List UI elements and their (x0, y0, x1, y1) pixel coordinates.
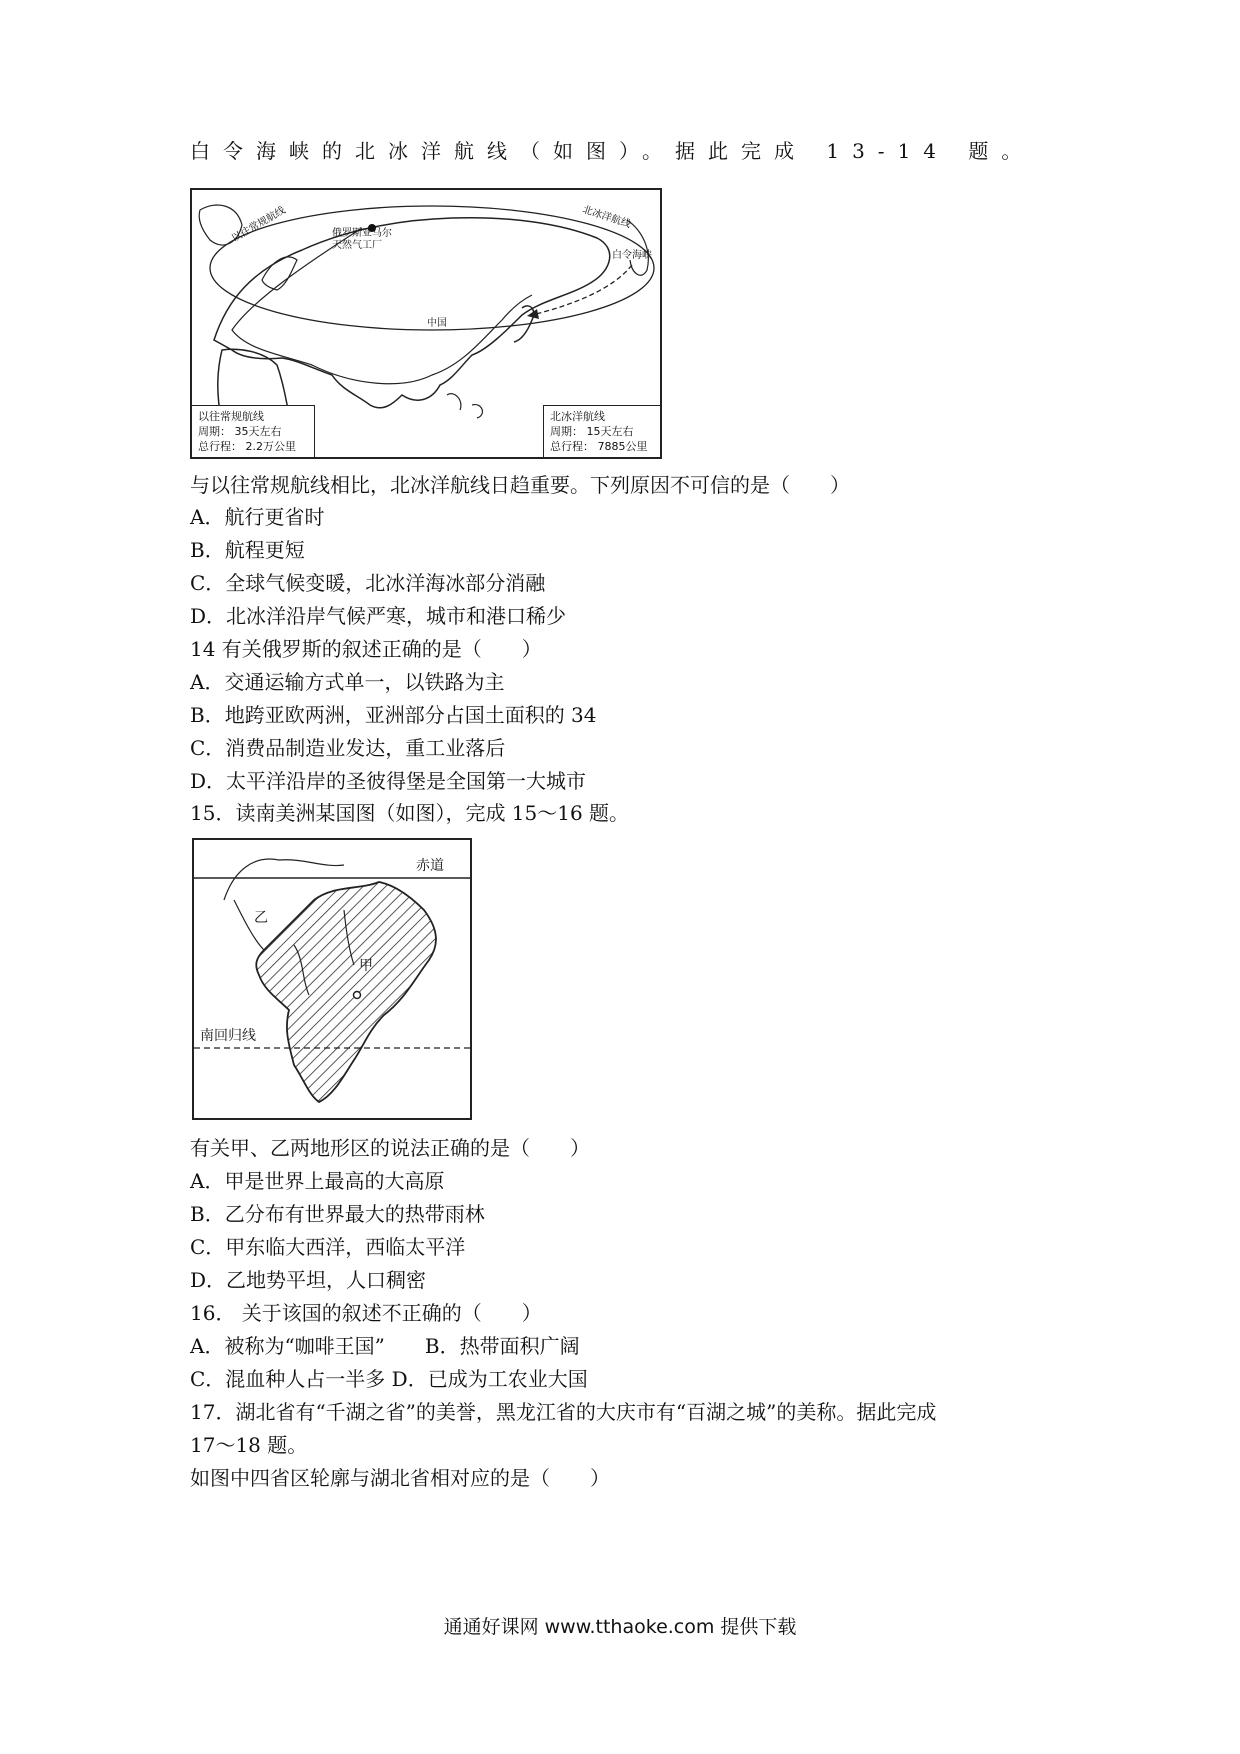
legend-arctic (543, 405, 661, 458)
legend-arctic-period: 周期： 15天左右 (550, 425, 634, 438)
arctic-route-label: 北冰洋航线 (581, 204, 633, 231)
q14-option-c: C．消费品制造业发达，重工业落后 (190, 736, 506, 760)
q17-intro-line1: 17．湖北省有“千湖之省”的美誉，黑龙江省的大庆市有“百湖之城”的美称。据此完成 (190, 1400, 937, 1424)
q15-option-c: C．甲东临大西洋，西临太平洋 (190, 1235, 466, 1259)
q17-intro-line2: 17～18 题。 (190, 1433, 308, 1457)
legend-conventional (191, 405, 315, 458)
strait-label: 白令海峡 (612, 250, 652, 261)
footer-source: 通通好课网 www.tthaoke.com 提供下载 (443, 1616, 797, 1638)
arctic-route-map (190, 188, 662, 459)
q13-option-c: C．全球气候变暖，北冰洋海冰部分消融 (190, 571, 546, 595)
jia-label: 甲 (359, 958, 373, 974)
legend-conventional-title: 以往常规航线 (198, 410, 264, 423)
q13-stem: 与以往常规航线相比，北冰洋航线日趋重要。下列原因不可信的是（ ） (190, 473, 850, 497)
q14-option-d: D．太平洋沿岸的圣彼得堡是全国第一大城市 (190, 769, 587, 793)
q15-intro: 15．读南美洲某国图（如图），完成 15～16 题。 (190, 801, 630, 825)
legend-arctic-title: 北冰洋航线 (550, 410, 605, 423)
tropic-label: 南回归线 (200, 1028, 256, 1044)
q15-option-a: A．甲是世界上最高的大高原 (190, 1169, 445, 1193)
q15-option-d: D．乙地势平坦，人口稠密 (190, 1268, 427, 1292)
q17-stem: 如图中四省区轮廓与湖北省相对应的是（ ） (190, 1466, 610, 1490)
q15-option-b: B．乙分布有世界最大的热带雨林 (190, 1202, 485, 1226)
q14-stem: 14 有关俄罗斯的叙述正确的是（ ） (190, 637, 542, 661)
yi-label: 乙 (254, 910, 268, 926)
q16-stem: 16． 关于该国的叙述不正确的（ ） (190, 1301, 542, 1325)
q15-stem: 有关甲、乙两地形区的说法正确的是（ ） (190, 1136, 590, 1160)
south-america-country-map-drawing (194, 840, 470, 1118)
q16-options-row1: A．被称为“咖啡王国” B．热带面积广阔 (190, 1334, 580, 1358)
q16-options-row2: C．混血种人占一半多 D．已成为工农业大国 (190, 1367, 588, 1391)
legend-conventional-distance: 总行程： 2.2万公里 (198, 440, 296, 453)
legend-conventional-period: 周期： 35天左右 (198, 425, 282, 438)
intro-text: 白令海峡的北冰洋航线（如图）。据此完成 13-14 题。 (190, 139, 1035, 163)
south-america-country-map (192, 838, 472, 1120)
q14-option-b: B．地跨亚欧两洲，亚洲部分占国土面积的 34 (190, 703, 597, 727)
plant-label-line2: 天然气工厂 (332, 240, 382, 251)
q14-option-a: A．交通运输方式单一，以铁路为主 (190, 670, 505, 694)
q13-option-a: A．航行更省时 (190, 505, 325, 529)
conventional-route-label: 以往常规航线 (230, 205, 288, 245)
china-label: 中国 (427, 318, 447, 329)
q13-option-d: D．北冰洋沿岸气候严寒，城市和港口稀少 (190, 604, 567, 628)
legend-arctic-distance: 总行程： 7885公里 (550, 440, 648, 453)
q13-option-b: B．航程更短 (190, 538, 305, 562)
plant-label-line1: 俄罗斯亚马尔 (332, 228, 392, 239)
equator-label: 赤道 (416, 858, 444, 874)
